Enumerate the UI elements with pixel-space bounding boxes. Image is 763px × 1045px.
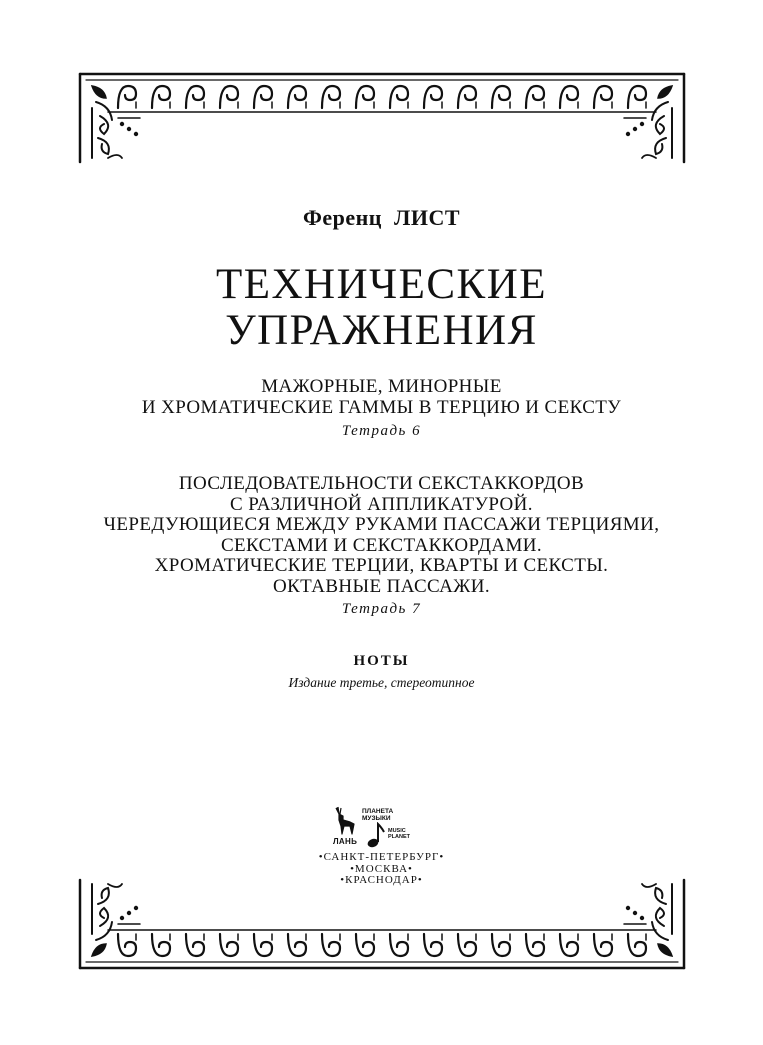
notebook-number-6: Тетрадь 6	[341, 423, 422, 439]
music-planet-label	[388, 828, 410, 840]
subtitle-line: МАЖОРНЫЕ, МИНОРНЫЕ	[261, 376, 502, 397]
edition-note: Издание третье, стереотипное	[288, 675, 475, 690]
planet-music-label	[362, 808, 393, 822]
main-title-line: УПРАЖНЕНИЯ	[225, 307, 538, 354]
subtitle-line: И ХРОМАТИЧЕСКИЕ ГАММЫ В ТЕРЦИЮ И СЕКСТУ	[141, 397, 622, 418]
ornament-border-bottom	[78, 878, 686, 970]
subtitle-block-2	[0, 474, 763, 597]
sheet-music-label: НОТЫ	[353, 653, 410, 669]
subtitle-line: ЧЕРЕДУЮЩИЕСЯ МЕЖДУ РУКАМИ ПАССАЖИ ТЕРЦИЯМИ,	[103, 514, 660, 535]
music-planet-line: MUSIC	[388, 828, 406, 834]
notebook-number-7: Тетрадь 7	[341, 601, 422, 617]
author-name: Ференц ЛИСТ	[302, 205, 461, 230]
main-title	[0, 262, 763, 354]
city-line: •САНКТ-ПЕТЕРБУРГ•	[318, 851, 445, 863]
subtitle-line: ОКТАВНЫЕ ПАССАЖИ.	[272, 575, 490, 597]
city-line: •МОСКВА•	[350, 862, 413, 875]
subtitle-line: СЕКСТАМИ И СЕКСТАККОРДАМИ.	[220, 534, 543, 556]
city-line: •КРАСНОДАР•	[340, 874, 423, 886]
ornament-top-graphic	[78, 72, 686, 164]
publisher-name-lan: ЛАНЬ	[333, 837, 358, 846]
music-planet-line: PLANET	[388, 834, 410, 840]
ornament-border-top	[78, 72, 686, 164]
planet-music-line: МУЗЫКИ	[362, 815, 391, 822]
subtitle-line: С РАЗЛИЧНОЙ АППЛИКАТУРОЙ.	[230, 493, 533, 515]
subtitle-line: ХРОМАТИЧЕСКИЕ ТЕРЦИИ, КВАРТЫ И СЕКСТЫ.	[154, 555, 609, 576]
main-title-line: ТЕХНИЧЕСКИЕ	[215, 261, 548, 308]
subtitle-line: ПОСЛЕДОВАТЕЛЬНОСТИ СЕКСТАККОРДОВ	[178, 473, 585, 494]
ornament-bottom-graphic	[78, 878, 686, 970]
publisher-logo	[330, 804, 435, 850]
subtitle-block-1	[0, 376, 763, 418]
planet-music-line: ПЛАНЕТА	[362, 808, 394, 815]
music-note-icon	[366, 822, 386, 848]
